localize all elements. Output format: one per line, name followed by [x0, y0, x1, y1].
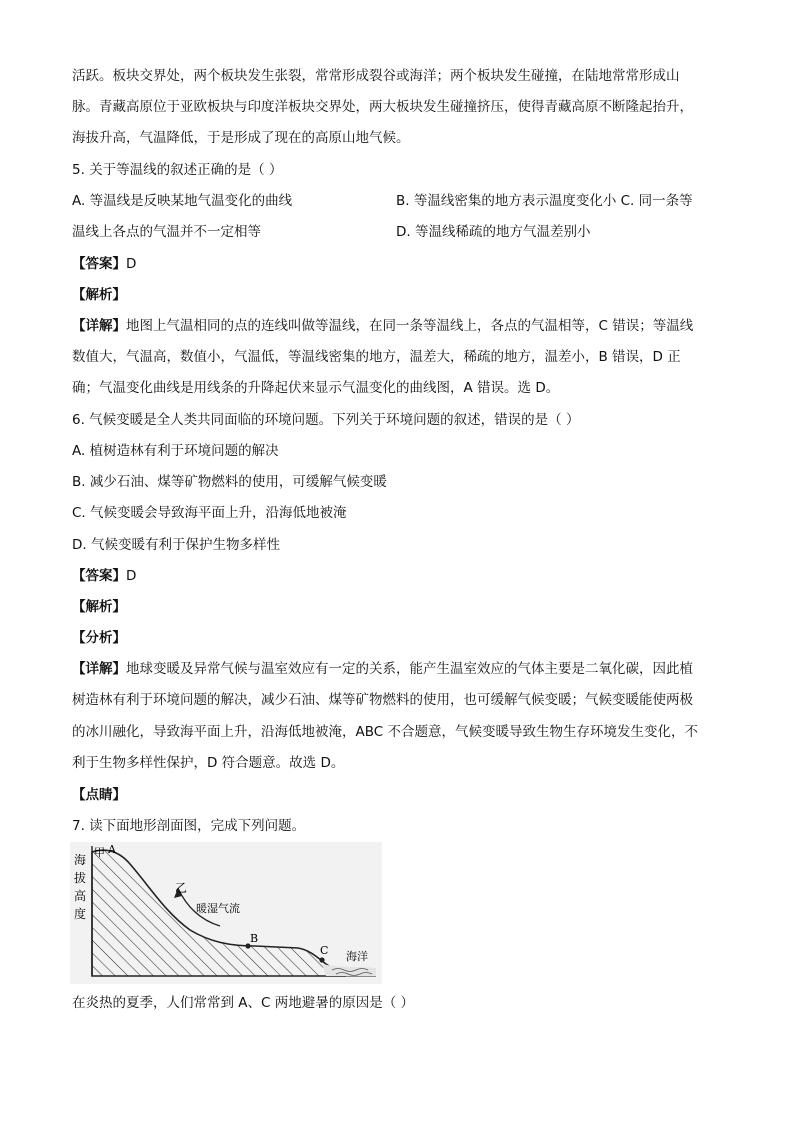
detail-tag: 【详解】 — [72, 318, 126, 334]
y-label-3: 高 — [74, 889, 87, 903]
q5-answer — [72, 254, 136, 274]
sea-label: 海洋 — [346, 950, 368, 963]
q6-option-d: D. 气候变暖有利于保护生物多样性 — [72, 537, 280, 553]
q6-option-b: B. 减少石油、煤等矿物燃料的使用，可缓解气候变暖 — [72, 474, 387, 490]
q6-answer — [72, 566, 136, 586]
answer-tag: 【答案】 — [72, 568, 126, 584]
answer-value: D — [126, 256, 137, 272]
q5-option-c-continued: 温线上各点的气温并不一定相等 — [72, 224, 261, 240]
q5-detail-line-3: 确；气温变化曲线是用线条的升降起伏来显示气温变化的曲线图，A 错误。选 D。 — [72, 380, 560, 396]
q6-detail-line-3: 的冰川融化，导致海平面上升，沿海低地被淹，ABC 不合题意，气候变暖导致生物生存环境发生变化，不 — [72, 724, 698, 740]
q6-detail-line-4: 利于生物多样性保护，D 符合题意。故选 D。 — [72, 755, 345, 771]
q6-option-c: C. 气候变暖会导致海平面上升，沿海低地被淹 — [72, 505, 347, 521]
y-label-1: 海 — [74, 853, 87, 867]
point-c-label: C — [320, 944, 329, 957]
q6-detail-line-1 — [72, 659, 693, 679]
detail-text: 地球变暖及异常气候与温室效应有一定的关系，能产生温室效应的气体主要是二氧化碳，因此植 — [126, 661, 693, 677]
answer-tag: 【答案】 — [72, 256, 126, 272]
q5-option-b-c: B. 等温线密集的地方表示温度变化小 C. 同一条等 — [396, 193, 693, 209]
q6-dianjing-tag: 【点睛】 — [72, 787, 126, 803]
q5-stem: 5. 关于等温线的叙述正确的是（ ） — [72, 162, 283, 178]
point-c-marker — [319, 957, 324, 962]
intro-line-2: 脉。青藏高原位于亚欧板块与印度洋板块交界处，两大板块发生碰撞挤压，使得青藏高原不断隆起抬升， — [72, 99, 693, 115]
q5-option-a: A. 等温线是反映某地气温变化的曲线 — [72, 193, 293, 209]
q5-detail-line-1 — [72, 316, 693, 336]
answer-value: D — [126, 568, 137, 584]
q5-analysis-tag: 【解析】 — [72, 287, 126, 303]
q5-detail-line-2: 数值大，气温高，数值小，气温低，等温线密集的地方，温差大，稀疏的地方，温差小，B 错误，D 正 — [72, 349, 681, 365]
detail-text: 地图上气温相同的点的连线叫做等温线，在同一条等温线上，各点的气温相等，C 错误；等温线 — [126, 318, 694, 334]
point-b-label: B — [250, 932, 259, 945]
q6-fenxi-tag: 【分析】 — [72, 630, 126, 646]
terrain-profile-figure — [70, 842, 382, 984]
q7-stem: 7. 读下面地形剖面图，完成下列问题。 — [72, 818, 306, 834]
q6-option-a: A. 植树造林有利于环境问题的解决 — [72, 443, 279, 459]
detail-tag: 【详解】 — [72, 661, 126, 677]
q7-question: 在炎热的夏季，人们常常到 A、C 两地避暑的原因是（ ） — [72, 995, 415, 1011]
intro-line-3: 海拔升高，气温降低，于是形成了现在的高原山地气候。 — [72, 130, 410, 146]
airflow-label: 暖湿气流 — [196, 902, 240, 915]
q6-stem: 6. 气候变暖是全人类共同面临的环境问题。下列关于环境问题的叙述，错误的是（ ） — [72, 412, 580, 428]
q6-analysis-tag: 【解析】 — [72, 599, 126, 615]
intro-line-1: 活跃。板块交界处，两个板块发生张裂，常常形成裂谷或海洋；两个板块发生碰撞，在陆地常常形成山 — [72, 68, 680, 84]
q6-detail-line-2: 树造林有利于环境问题的解决，减少石油、煤等矿物燃料的使用，也可缓解气候变暖；气候变暖能使两极 — [72, 692, 693, 708]
q5-option-d: D. 等温线稀疏的地方气温差别小 — [396, 224, 591, 240]
y-label-2: 拔 — [74, 871, 87, 885]
point-a-label: A — [108, 843, 116, 856]
y-label-4: 度 — [74, 907, 87, 921]
point-yi-label: 乙 — [175, 881, 188, 895]
point-jia-label: 甲 — [94, 846, 105, 859]
